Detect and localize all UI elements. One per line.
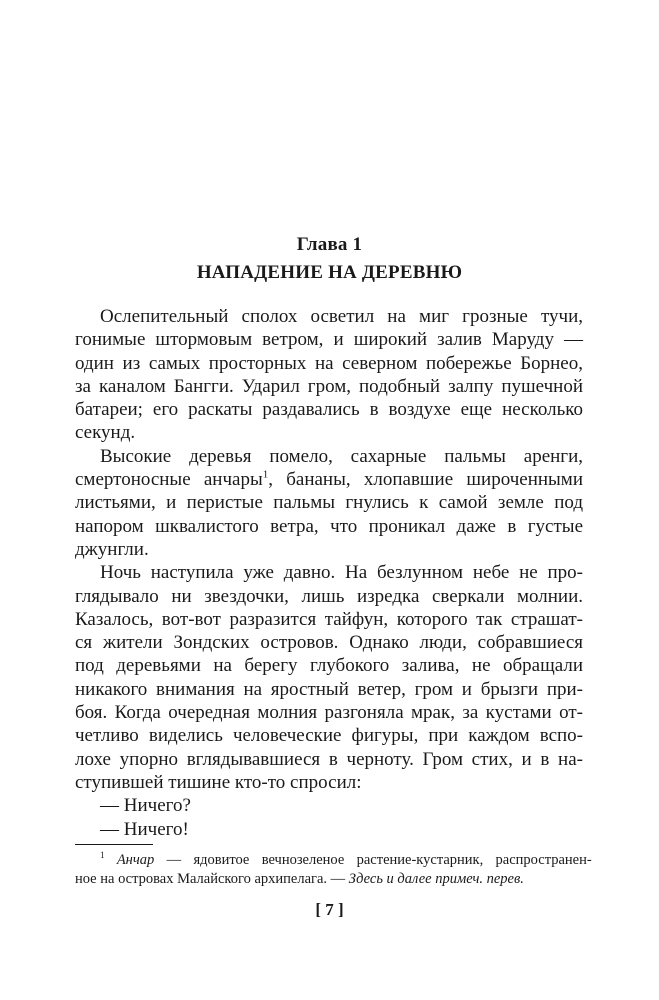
dialog-line: — Ничего! xyxy=(100,818,189,840)
text-line: под деревьями на берегу глубокого залива, не обращали xyxy=(75,655,583,677)
paragraph xyxy=(75,305,583,445)
text-line: никакого внимания на яростный ветер, гром и брызги при- xyxy=(75,678,583,700)
text-line: ся жители Зондских островов. Однако люди, собравшиеся xyxy=(75,632,583,654)
footnote-line: $^1$ Анчар — ядовитое вечнозеленое растение-кустарник, распространен- xyxy=(100,850,592,868)
text-line: за каналом Бангги. Ударил гром, подобный залпу пушечной xyxy=(75,375,583,397)
paragraph xyxy=(75,561,583,794)
text-line: четливо виделись человеческие фигуры, при каждом вспо- xyxy=(75,725,583,747)
chapter-number: Глава 1 xyxy=(296,234,363,255)
footnote-marker: 1 xyxy=(100,850,105,861)
text-line: глядывало ни звездочки, лишь изредка сверкали молнии. xyxy=(75,585,583,607)
text-line: батареи; его раскаты раздавались в воздухе еще несколько xyxy=(75,399,583,421)
body-text xyxy=(75,305,583,841)
text-line: Ночь наступила уже давно. На безлунном небе не про- xyxy=(100,562,583,584)
text-line: боя. Когда очередная молния разгоняла мрак, за кустами от- xyxy=(75,702,583,724)
dialog-line: — Ничего? xyxy=(100,795,191,817)
text-line: лохе упорно вглядывавшиеся в черноту. Гром стих, и в на- xyxy=(75,748,583,770)
page-number: [ 7 ] xyxy=(315,900,344,919)
footnote-term: Анчар xyxy=(116,852,155,868)
text-line: джунгли. xyxy=(75,538,149,560)
footnote-marker: 1 xyxy=(262,468,269,481)
text-line: Казалось, вот-вот разразится тайфун, которого так страшат- xyxy=(75,608,583,630)
text-line: смертоносные анчары$^1$, бананы, хлопавшие широченными xyxy=(75,468,583,491)
footnote xyxy=(75,850,592,889)
text-line: Высокие деревья помело, сахарные пальмы аренги, xyxy=(100,445,583,467)
text-line: Ослепительный сполох осветил на миг грозные тучи, xyxy=(100,306,583,327)
text-line: напором шквалистого ветра, что проникал даже в густые xyxy=(75,515,583,537)
text-line: секунд. xyxy=(75,422,136,444)
text-line: один из самых просторных на северном побережье Борнео, xyxy=(75,352,583,374)
chapter-title: НАПАДЕНИЕ НА ДЕРЕВНЮ xyxy=(196,262,463,283)
footnote-divider xyxy=(75,844,153,845)
text-line: листьями, и перистые пальмы гнулись к самой земле под xyxy=(75,492,583,514)
paragraph xyxy=(75,445,583,561)
footnote-line: ное на островах Малайского архипелага. — Здесь и далее примеч. перев. xyxy=(75,871,524,887)
text-line: ступившей тишине кто-то спросил: xyxy=(75,771,362,793)
text-line: гонимые штормовым ветром, и широкий залив Маруду — xyxy=(75,329,583,351)
